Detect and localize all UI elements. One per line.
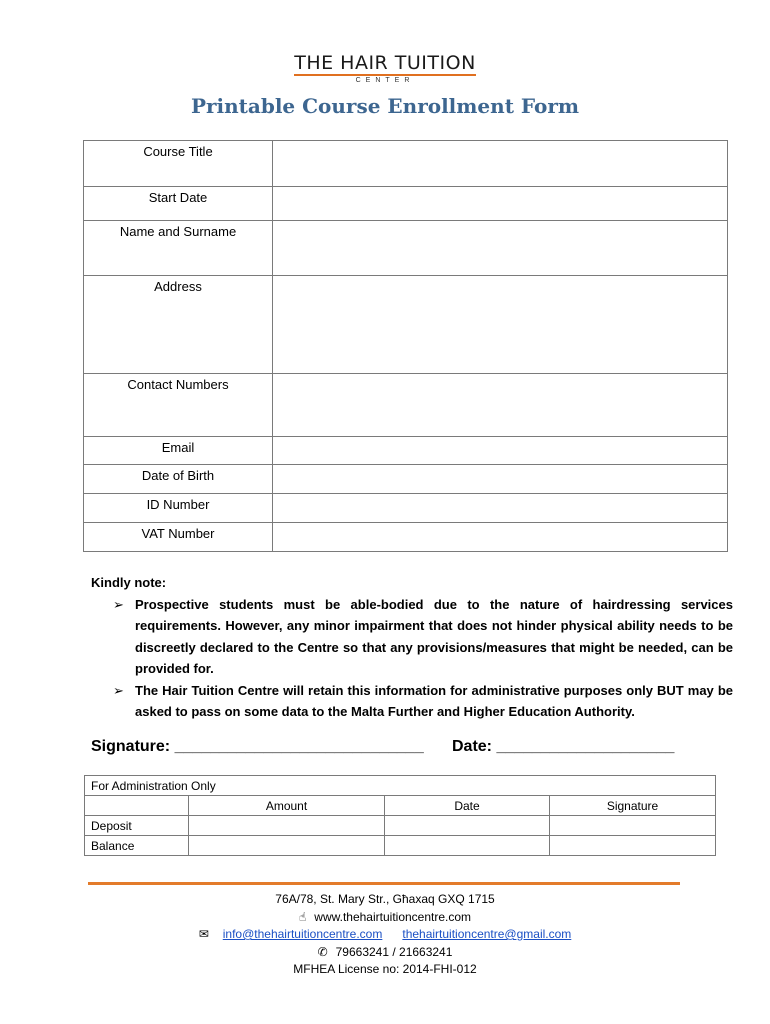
balance-amount-cell[interactable] (189, 836, 385, 856)
footer (0, 891, 770, 979)
website-link[interactable]: www.thehairtuitioncentre.com (314, 909, 472, 924)
footer-divider (88, 882, 680, 885)
vat-number-input[interactable] (273, 523, 728, 552)
email-input[interactable] (273, 437, 728, 465)
admin-empty-cell (85, 796, 189, 816)
field-label-dob: Date of Birth (84, 465, 273, 494)
balance-date-cell[interactable] (385, 836, 550, 856)
field-label-address: Address (84, 276, 273, 374)
name-input[interactable] (273, 221, 728, 276)
field-label-course-title: Course Title (84, 141, 273, 187)
logo-subtitle: CENTER (355, 77, 415, 84)
arrow-bullet-icon: ➢ (113, 682, 124, 698)
email-link-gmail[interactable]: thehairtuitioncentre@gmail.com (402, 927, 572, 941)
contact-numbers-input[interactable] (273, 374, 728, 437)
field-label-id-number: ID Number (84, 494, 273, 523)
notes-section (91, 572, 733, 723)
phone-icon: ✆ (317, 944, 328, 959)
footer-website-row (0, 909, 770, 927)
page-title: Printable Course Enrollment Form (190, 94, 580, 118)
footer-email-row (0, 926, 770, 944)
field-label-name: Name and Surname (84, 221, 273, 276)
admin-row-deposit: Deposit (85, 816, 189, 836)
footer-license: MFHEA License no: 2014-FHI-012 (293, 962, 477, 976)
start-date-input[interactable] (273, 187, 728, 221)
field-label-contact-numbers: Contact Numbers (84, 374, 273, 437)
notes-heading: Kindly note: (91, 575, 167, 590)
course-title-input[interactable] (273, 141, 728, 187)
logo-brand: THE HAIR TUITION (294, 52, 476, 74)
enrollment-form-table (83, 140, 728, 552)
signature-line[interactable]: Signature: ____________________________ (91, 738, 424, 755)
deposit-signature-cell[interactable] (550, 816, 716, 836)
admin-header-signature: Signature (550, 796, 716, 816)
deposit-date-cell[interactable] (385, 816, 550, 836)
admin-header-date: Date (385, 796, 550, 816)
id-number-input[interactable] (273, 494, 728, 523)
logo (0, 52, 770, 84)
admin-row-balance: Balance (85, 836, 189, 856)
note-item: ➢ Prospective students must be able-bodied due to the nature of hairdressing services requirements. However, any minor impairment that does not hinder physical ability needs to be discreetly declared to the Centre so that any provisions/measures that might be needed, can be provided for. (91, 594, 733, 680)
pointer-icon: ☝ (298, 909, 307, 924)
note-item: ➢ The Hair Tuition Centre will retain this information for administrative purposes only BUT may be asked to pass on some data to the Malta Further and Higher Education Authority. (91, 680, 733, 723)
arrow-bullet-icon: ➢ (113, 596, 124, 612)
admin-header-amount: Amount (189, 796, 385, 816)
dob-input[interactable] (273, 465, 728, 494)
email-link-info[interactable]: info@thehairtuitioncentre.com (222, 927, 383, 941)
footer-phone-row (0, 944, 770, 962)
admin-table (84, 775, 716, 856)
address-input[interactable] (273, 276, 728, 374)
phone-numbers: 79663241 / 21663241 (335, 944, 453, 959)
field-label-email: Email (84, 437, 273, 465)
date-line[interactable]: Date: ____________________ (452, 738, 675, 755)
admin-table-title: For Administration Only (85, 776, 716, 796)
field-label-vat-number: VAT Number (84, 523, 273, 552)
footer-address: 76A/78, St. Mary Str., Għaxaq GXQ 1715 (275, 892, 495, 906)
deposit-amount-cell[interactable] (189, 816, 385, 836)
envelope-icon: ✉ (198, 927, 209, 941)
balance-signature-cell[interactable] (550, 836, 716, 856)
field-label-start-date: Start Date (84, 187, 273, 221)
logo-underline (294, 74, 476, 76)
